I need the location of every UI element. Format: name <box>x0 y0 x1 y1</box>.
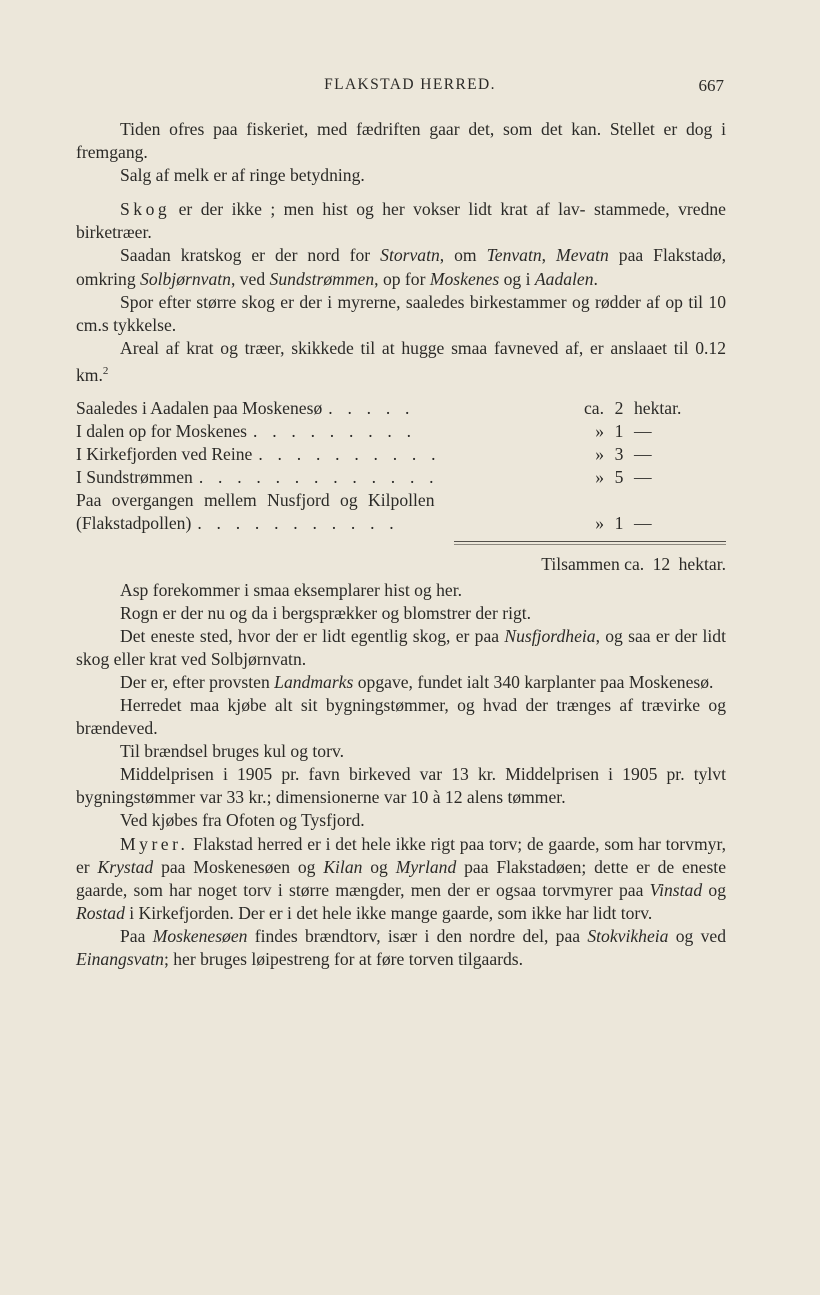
text: ; her bruges løipestreng for at føre torven tilgaards. <box>163 949 524 970</box>
text: og i <box>499 268 535 289</box>
row-unit: — <box>634 513 652 534</box>
paragraph: Rogn er der nu og da i bergsprækker og blomstrer der rigt. <box>120 602 532 623</box>
superscript: 2 <box>102 364 109 377</box>
text: paa Moskenesøen og <box>153 856 324 877</box>
table-row <box>76 443 726 466</box>
running-title: FLAKSTAD HERRED. <box>324 76 496 93</box>
place-name: Moskenes <box>429 268 500 289</box>
spaced-heading: Skog <box>120 199 171 220</box>
place-name: Stokvikheia <box>587 925 669 946</box>
row-label: Saaledes i Aadalen paa Moskenesø <box>76 397 323 418</box>
spaced-heading: Myrer. <box>120 833 189 854</box>
paragraph: Middelprisen i 1905 pr. favn birkeved var 13 kr. Middelprisen i 1905 pr. tylvt bygningstømmer var 33 kr.; dimensionerne var 10 à 12 alens tømmer. <box>76 764 726 808</box>
leader-dots: . . . . . . . . . . . . . <box>198 467 439 488</box>
paragraph-brandtorv <box>76 925 726 971</box>
place-name: Aadalen <box>534 268 594 289</box>
total-unit: hektar. <box>678 554 726 575</box>
area-table <box>76 397 726 577</box>
paragraph: Salg af melk er af ringe betydning. <box>120 165 365 186</box>
row-prefix: » <box>595 513 604 534</box>
paragraph-landmark <box>76 671 726 694</box>
row-label: (Flakstadpollen) <box>76 513 192 534</box>
place-name: Myrland <box>395 856 457 877</box>
total-label: Tilsammen ca. <box>541 554 645 575</box>
text: og <box>362 856 396 877</box>
row-prefix: » <box>595 444 604 465</box>
leader-dots: . . . . . <box>328 397 415 418</box>
text: , <box>541 245 557 266</box>
place-name: Kilan <box>323 856 363 877</box>
row-unit: — <box>634 467 652 488</box>
total-value: 12 <box>652 554 671 575</box>
text: findes brændtorv, især i den nordre del, paa <box>247 925 588 946</box>
row-label: I Sundstrømmen <box>76 467 193 488</box>
text: Saadan kratskog er der nord for <box>120 245 381 266</box>
text: opgave, fundet ialt 340 karplanter paa Moskenesø. <box>353 671 714 692</box>
paragraph: Ved kjøbes fra Ofoten og Tysfjord. <box>120 810 365 831</box>
table-row <box>76 512 726 535</box>
place-name: Tenvatn <box>486 245 542 266</box>
row-label: I dalen op for Moskenes <box>76 420 248 441</box>
place-name: Krystad <box>97 856 154 877</box>
paragraph: Til brændsel bruges kul og torv. <box>120 741 345 762</box>
text: i Kirkefjorden. Der er i det hele ikke mange gaarde, som ikke har lidt torv. <box>124 902 653 923</box>
text: paa Flakstadø, omkring <box>76 245 726 289</box>
table-row <box>76 466 726 489</box>
text: Der er, efter provsten <box>120 671 275 692</box>
paragraph-nusfjord <box>76 625 726 671</box>
paragraph: Tiden ofres paa fiskeriet, med fædriften gaar det, som det kan. Stellet er dog i fremgang. <box>76 119 726 163</box>
text: , om <box>439 245 487 266</box>
paragraph-myrer <box>76 833 726 925</box>
place-name: Nusfjordheia <box>504 625 596 646</box>
place-name: Vinstad <box>649 879 703 900</box>
row-unit: — <box>634 444 652 465</box>
place-name: Einangsvatn <box>76 949 164 970</box>
text: Paa <box>120 925 153 946</box>
text: paa Flakstadøen; dette er de eneste gaarde, som har noget torv i større mængder, men der er ogsaa torvmyrer paa <box>76 856 727 900</box>
row-value: 1 <box>614 513 624 534</box>
leader-dots: . . . . . . . . . . <box>258 444 441 465</box>
text: Flakstad herred er i det hele ikke rigt paa torv; de gaarde, som har torvmyr, er <box>76 833 726 877</box>
row-unit: hektar. <box>634 397 682 418</box>
paragraph-skog <box>76 198 726 244</box>
sum-rule <box>454 541 726 545</box>
text: , ved <box>230 268 270 289</box>
text: Areal af krat og træer, skikkede til at hugge smaa favneved af, er anslaaet til 0.12 km. <box>76 337 726 385</box>
leader-dots: . . . . . . . . . <box>253 420 417 441</box>
row-value: 3 <box>614 444 624 465</box>
table-row <box>76 420 726 443</box>
paragraph-kratskog <box>76 244 726 290</box>
row-unit: — <box>634 420 652 441</box>
text: . <box>593 268 598 289</box>
row-label: I Kirkefjorden ved Reine <box>76 444 253 465</box>
paragraph: Spor efter større skog er der i myrerne, saaledes birkestammer og rødder af op til 10 cm.s tykkelse. <box>76 291 726 335</box>
table-total <box>76 553 726 576</box>
place-name: Moskenesøen <box>152 925 248 946</box>
row-label: Paa overgangen mellem Nusfjord og Kilpollen <box>76 490 435 511</box>
place-name: Mevatn <box>556 245 609 266</box>
table-row <box>76 397 726 420</box>
row-value: 5 <box>614 467 624 488</box>
row-prefix: » <box>595 420 604 441</box>
running-header <box>0 76 820 100</box>
text: Det eneste sted, hvor der er lidt egentlig skog, er paa <box>120 625 505 646</box>
person-name: Landmarks <box>274 671 354 692</box>
row-value: 1 <box>614 420 624 441</box>
page-body <box>76 118 726 971</box>
text: , op for <box>374 268 430 289</box>
text: , og saa er der lidt skog eller krat ved Solbjørnvatn. <box>76 625 726 669</box>
paragraph-text: er der ikke ; men hist og her vokser lidt krat af lav- stammede, vredne birketræer. <box>76 199 726 243</box>
place-name: Storvatn <box>380 245 440 266</box>
place-name: Sundstrømmen <box>269 268 375 289</box>
leader-dots: . . . . . . . . . . . <box>197 513 399 534</box>
row-value: 2 <box>614 397 624 418</box>
place-name: Solbjørnvatn <box>140 268 231 289</box>
text: og ved <box>668 925 726 946</box>
page-number: 667 <box>698 76 724 95</box>
paragraph: Herredet maa kjøbe alt sit bygningstømmer, og hvad der trænges af trævirke og brændeved. <box>76 695 726 739</box>
row-prefix: » <box>595 467 604 488</box>
text: og <box>702 879 726 900</box>
table-row <box>76 489 726 512</box>
row-prefix: ca. <box>583 397 604 418</box>
paragraph: Asp forekommer i smaa eksemplarer hist og her. <box>120 579 463 600</box>
paragraph-areal <box>76 337 726 387</box>
place-name: Rostad <box>76 902 125 923</box>
